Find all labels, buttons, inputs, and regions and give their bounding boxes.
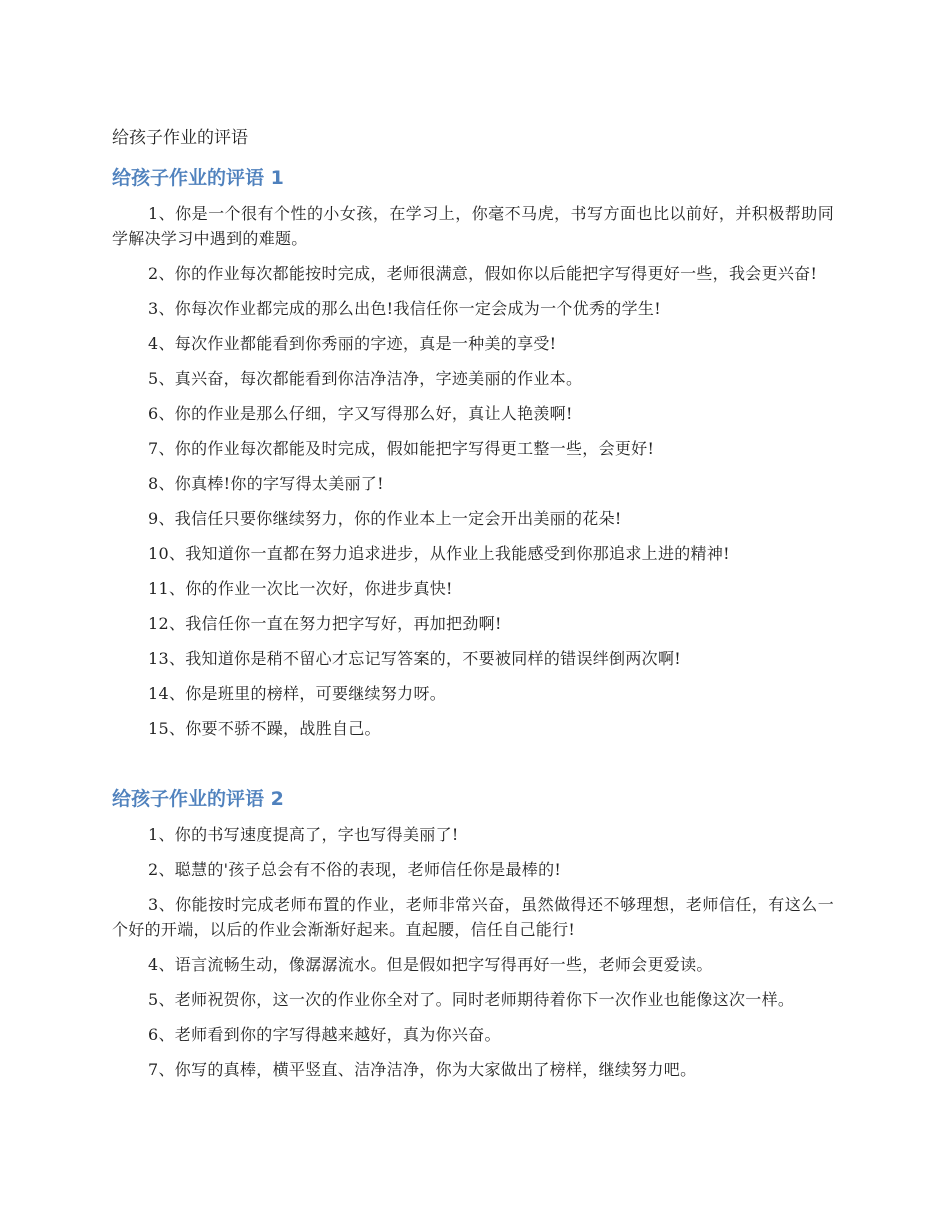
comment-item: 7、你写的真棒，横平竖直、洁净洁净，你为大家做出了榜样，继续努力吧。 (148, 1060, 697, 1079)
comment-item: 13、我知道你是稍不留心才忘记写答案的，不要被同样的错误绊倒两次啊! (148, 649, 681, 668)
comment-item: 3、你能按时完成老师布置的作业，老师非常兴奋，虽然做得还不够理想，老师信任，有这么一个好的开端，以后的作业会渐渐好起来。直起腰，信任自己能行! (112, 895, 834, 939)
comment-item: 15、你要不骄不躁，战胜自己。 (148, 719, 381, 738)
comment-item: 7、你的作业每次都能及时完成，假如能把字写得更工整一些，会更好! (148, 439, 655, 458)
comment-item: 5、真兴奋，每次都能看到你洁净洁净，字迹美丽的作业本。 (148, 369, 583, 388)
comment-item: 4、语言流畅生动，像潺潺流水。但是假如把字写得再好一些，老师会更爱读。 (148, 955, 713, 974)
section-heading: 给孩子作业的评语 2 (112, 788, 284, 810)
comment-item: 3、你每次作业都完成的那么出色!我信任你一定会成为一个优秀的学生! (148, 299, 661, 318)
comment-item: 1、你的书写速度提高了，字也写得美丽了! (148, 825, 459, 844)
comment-item: 14、你是班里的榜样，可要继续努力呀。 (148, 684, 447, 703)
document-title: 给孩子作业的评语 (112, 128, 248, 148)
comment-item: 9、我信任只要你继续努力，你的作业本上一定会开出美丽的花朵! (148, 509, 622, 528)
comment-item: 10、我知道你一直都在努力追求进步，从作业上我能感受到你那追求上进的精神! (148, 544, 730, 563)
comment-item: 4、每次作业都能看到你秀丽的字迹，真是一种美的享受! (148, 334, 557, 353)
comment-item: 11、你的作业一次比一次好，你进步真快! (148, 579, 453, 598)
section-1 (112, 165, 834, 751)
comment-item: 5、老师祝贺你，这一次的作业你全对了。同时老师期待着你下一次作业也能像这次一样。 (148, 990, 795, 1009)
comment-item: 6、你的作业是那么仔细，字又写得那么好，真让人艳羡啊! (148, 404, 573, 423)
comment-item: 12、我信任你一直在努力把字写好，再加把劲啊! (148, 614, 502, 633)
comment-item: 1、你是一个很有个性的小女孩，在学习上，你毫不马虎，书写方面也比以前好，并积极帮助同学解决学习中遇到的难题。 (112, 204, 834, 248)
comment-item: 6、老师看到你的字写得越来越好，真为你兴奋。 (148, 1025, 501, 1044)
comment-item: 2、聪慧的'孩子总会有不俗的表现，老师信任你是最棒的! (148, 860, 562, 879)
comment-item: 2、你的作业每次都能按时完成，老师很满意，假如你以后能把字写得更好一些，我会更兴奋! (148, 264, 818, 283)
section-2 (112, 786, 834, 1092)
comment-item: 8、你真棒!你的字写得太美丽了! (148, 474, 384, 493)
section-heading: 给孩子作业的评语 1 (112, 167, 284, 189)
